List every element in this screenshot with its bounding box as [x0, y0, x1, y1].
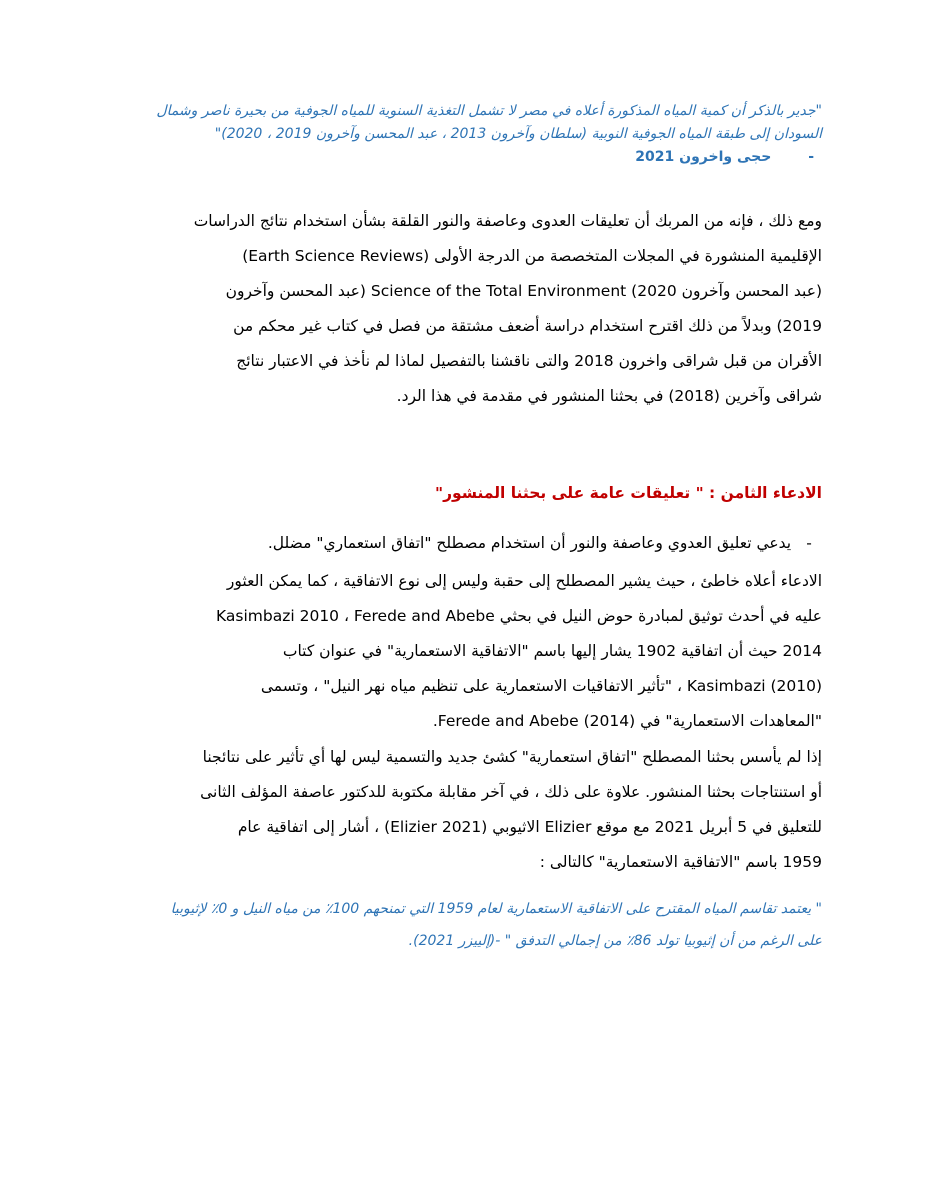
paragraph-3	[122, 740, 822, 880]
paragraph-2-line: Kasimbazi (2010) ، "تأثير الاتفاقيات الاستعمارية على تنظيم مياه نهر النيل" ، وتسمى	[260, 677, 822, 695]
paragraph-1	[122, 204, 822, 414]
paragraph-2-line: الادعاء أعلاه خاطئ ، حيث يشير المصطلح إلى حقبة وليس إلى نوع الاتفاقية ، كما يمكن العثور	[226, 572, 822, 590]
top-quote	[150, 100, 822, 169]
bottom-quote-line-2: على الرغم من أن إثيوبيا تولد 86٪ من إجمالي التدفق " -(إلييزر 2021).	[408, 933, 822, 949]
top-quote-citation-row	[150, 146, 822, 169]
bottom-quote-line-1: " يعتمد تقاسم المياه المقترح على الاتفاقية الاستعمارية لعام 1959 التي تمنحهم 100٪ من مياه النيل و 0٪ لإثيوبيا	[170, 901, 822, 917]
paragraph-1-line: 2019) وبدلاً من ذلك اقترح استخدام دراسة أضعف مشتقة من فصل في كتاب غير محكم من	[233, 317, 822, 335]
citation-dash: -	[808, 149, 814, 165]
section-heading: الادعاء الثامن : " تعليقات عامة على بحثنا المنشور"	[435, 484, 822, 502]
top-quote-line-2: السودان إلى طبقة المياه الجوفية النوبية (سلطان وآخرون 2013 ، عبد المحسن وآخرون 2019 ، 2020)"	[214, 126, 822, 142]
paragraph-2-line: 2014 حيث أن اتفاقية 1902 يشار إليها باسم "الاتفاقية الاستعمارية" في عنوان كتاب	[282, 642, 822, 660]
paragraph-1-line: الإقليمية المنشورة في المجلات المتخصصة من الدرجة الأولى (Earth Science Reviews)	[242, 247, 822, 265]
citation-text: حجى واخرون 2021	[635, 149, 772, 165]
bottom-quote	[122, 893, 822, 957]
paragraph-2	[122, 564, 822, 739]
paragraph-2-line: عليه في أحدث توثيق لمبادرة حوض النيل في بحثي Kasimbazi 2010 ، Ferede and Abebe	[216, 607, 822, 625]
paragraph-1-line: ومع ذلك ، فإنه من المربك أن تعليقات العدوى وعاصفة والنور القلقة بشأن استخدام نتائج الدراسات	[193, 212, 822, 230]
paragraph-3-line: أو استنتاجات بحثنا المنشور. علاوة على ذلك ، في آخر مقابلة مكتوبة للدكتور عاصفة المؤلف الثانى	[200, 783, 822, 801]
top-quote-line-1: "جدير بالذكر أن كمية المياه المذكورة أعلاه في مصر لا تشمل التغذية السنوية للمياه الجوفية من بحيرة ناصر وشمال	[156, 103, 822, 119]
bullet-item	[122, 528, 822, 558]
paragraph-1-line: (عبد المحسن وآخرون 2020) Science of the Total Environment (عبد المحسن وآخرون	[225, 282, 822, 300]
paragraph-1-line: شراقى وآخرين (2018) في بحثنا المنشور في مقدمة في هذا الرد.	[396, 387, 822, 405]
paragraph-1-line: الأقران من قبل شراقى واخرون 2018 والتى ناقشنا بالتفصيل لماذا لم نأخذ في الاعتبار نتائج	[236, 352, 822, 370]
paragraph-3-line: 1959 باسم "الاتفاقية الاستعمارية" كالتالى :	[539, 853, 822, 871]
bullet-marker: -	[806, 534, 812, 552]
paragraph-3-line: إذا لم يأسس بحثنا المصطلح "اتفاق استعمارية" كشئ جديد والتسمية ليس لها أي تأثير على نتائجنا	[202, 748, 822, 766]
paragraph-2-line: "المعاهدات الاستعمارية" في Ferede and Abebe (2014).	[432, 712, 822, 730]
bullet-text: يدعي تعليق العدوي وعاصفة والنور أن استخدام مصطلح "اتفاق استعماري" مضلل.	[267, 534, 792, 552]
paragraph-3-line: للتعليق في 5 أبريل 2021 مع موقع Elizier الاثيوبي (2021 Elizier) ، أشار إلى اتفاقية عام	[237, 818, 822, 836]
